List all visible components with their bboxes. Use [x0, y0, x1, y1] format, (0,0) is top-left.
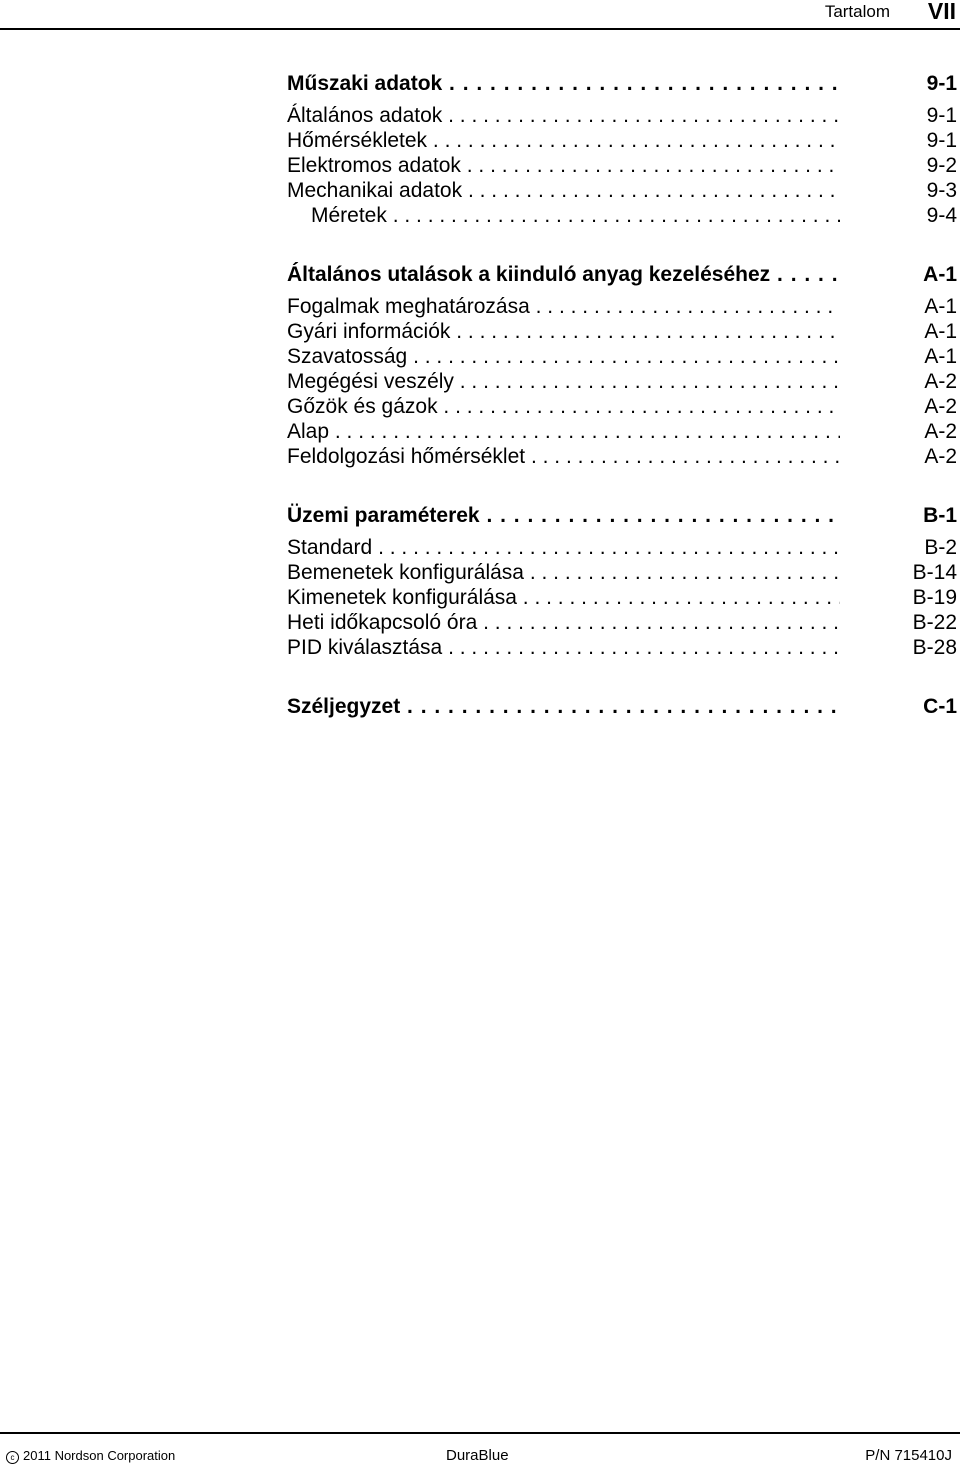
toc-entry[interactable] [287, 610, 957, 636]
toc-entry-title: Általános utalások a kiinduló anyag kezeléséhez . . . [287, 262, 840, 288]
copyright-icon: c [6, 1451, 19, 1464]
toc-entry-page: 9-1 [926, 72, 957, 95]
toc-entry[interactable] [287, 535, 957, 561]
toc-entry-page: A-2 [924, 420, 957, 443]
toc-entry-title: Standard . . . [287, 535, 840, 561]
toc-entry-page: 9-1 [926, 104, 957, 127]
toc-entry[interactable] [287, 419, 957, 445]
toc-entry-page: B-1 [923, 504, 957, 527]
toc-entry[interactable] [287, 635, 957, 661]
toc-entry-page: A-1 [924, 320, 957, 343]
toc-entry-title: Elektromos adatok . . . [287, 153, 840, 179]
toc-entry[interactable] [287, 369, 957, 395]
toc-entry-page: B-2 [924, 536, 957, 559]
toc-entry[interactable] [287, 153, 957, 179]
toc-entry[interactable] [287, 178, 957, 204]
toc-entry-title: Általános adatok . . . [287, 103, 840, 129]
toc-entry[interactable] [287, 694, 957, 720]
page-header [0, 0, 960, 30]
toc-entry[interactable] [287, 262, 957, 288]
toc-entry[interactable] [287, 344, 957, 370]
toc-entry-page: 9-2 [926, 154, 957, 177]
toc-entry[interactable] [287, 394, 957, 420]
copyright-text: 2011 Nordson Corporation [23, 1448, 176, 1463]
toc-entry-title: Hőmérsékletek . . . [287, 128, 840, 154]
toc-entry-page: 9-1 [926, 129, 957, 152]
toc-entry-title: Széljegyzet . . . [287, 694, 840, 720]
toc-entry-title: Alap . . . [287, 419, 840, 445]
toc-entry-page: B-22 [912, 611, 957, 634]
toc-entry-page: B-28 [912, 636, 957, 659]
copyright-notice [6, 1448, 175, 1464]
toc-entry-title: Kimenetek konfigurálása . . . [287, 585, 840, 611]
toc-entry-page: A-1 [923, 263, 957, 286]
toc-entry-title: Gyári információk . . . [287, 319, 840, 345]
footer-divider [0, 1432, 960, 1434]
toc-entry-page: B-19 [912, 586, 957, 609]
toc-entry-title: Gőzök és gázok . . . [287, 394, 840, 420]
toc-entry-title: Heti időkapcsoló óra . . . [287, 610, 840, 636]
toc-entry[interactable] [287, 585, 957, 611]
toc-entry[interactable] [287, 294, 957, 320]
toc-entry-page: A-2 [924, 445, 957, 468]
section-title: Tartalom [824, 2, 890, 21]
product-name: DuraBlue [446, 1447, 509, 1464]
toc-entry-title: Üzemi paraméterek . . . [287, 503, 840, 529]
toc-entry-title: Műszaki adatok . . . [287, 71, 840, 97]
toc-entry[interactable] [287, 444, 957, 470]
toc-entry-title: Bemenetek konfigurálása . . . [287, 560, 840, 586]
toc-entry-title: Mechanikai adatok . . . [287, 178, 840, 204]
toc-entry-page: A-1 [924, 345, 957, 368]
toc-entry[interactable] [287, 103, 957, 129]
toc-entry[interactable] [311, 203, 957, 229]
page-number: VII [927, 0, 956, 24]
toc-entry[interactable] [287, 128, 957, 154]
toc-entry-title: PID kiválasztása . . . [287, 635, 840, 661]
toc-entry[interactable] [287, 71, 957, 97]
toc-entry-title: Feldolgozási hőmérséklet . . . [287, 444, 840, 470]
part-number: P/N 715410J [865, 1447, 952, 1464]
toc-entry[interactable] [287, 560, 957, 586]
toc-entry-page: C-1 [923, 695, 957, 718]
toc-entry-page: 9-4 [926, 204, 957, 227]
toc-entry-page: B-14 [912, 561, 957, 584]
page-footer [0, 1432, 960, 1465]
toc-entry-title: Méretek . . . [311, 203, 840, 229]
toc-entry[interactable] [287, 319, 957, 345]
toc-entry-title: Szavatosság . . . [287, 344, 840, 370]
toc-entry-title: Megégési veszély . . . [287, 369, 840, 395]
toc-entry-title: Fogalmak meghatározása . . . [287, 294, 840, 320]
toc-entry-page: A-2 [924, 395, 957, 418]
toc-entry-page: 9-3 [926, 179, 957, 202]
toc-entry-page: A-1 [924, 295, 957, 318]
toc-entry-page: A-2 [924, 370, 957, 393]
toc-entry[interactable] [287, 503, 957, 529]
header-divider [0, 28, 960, 30]
